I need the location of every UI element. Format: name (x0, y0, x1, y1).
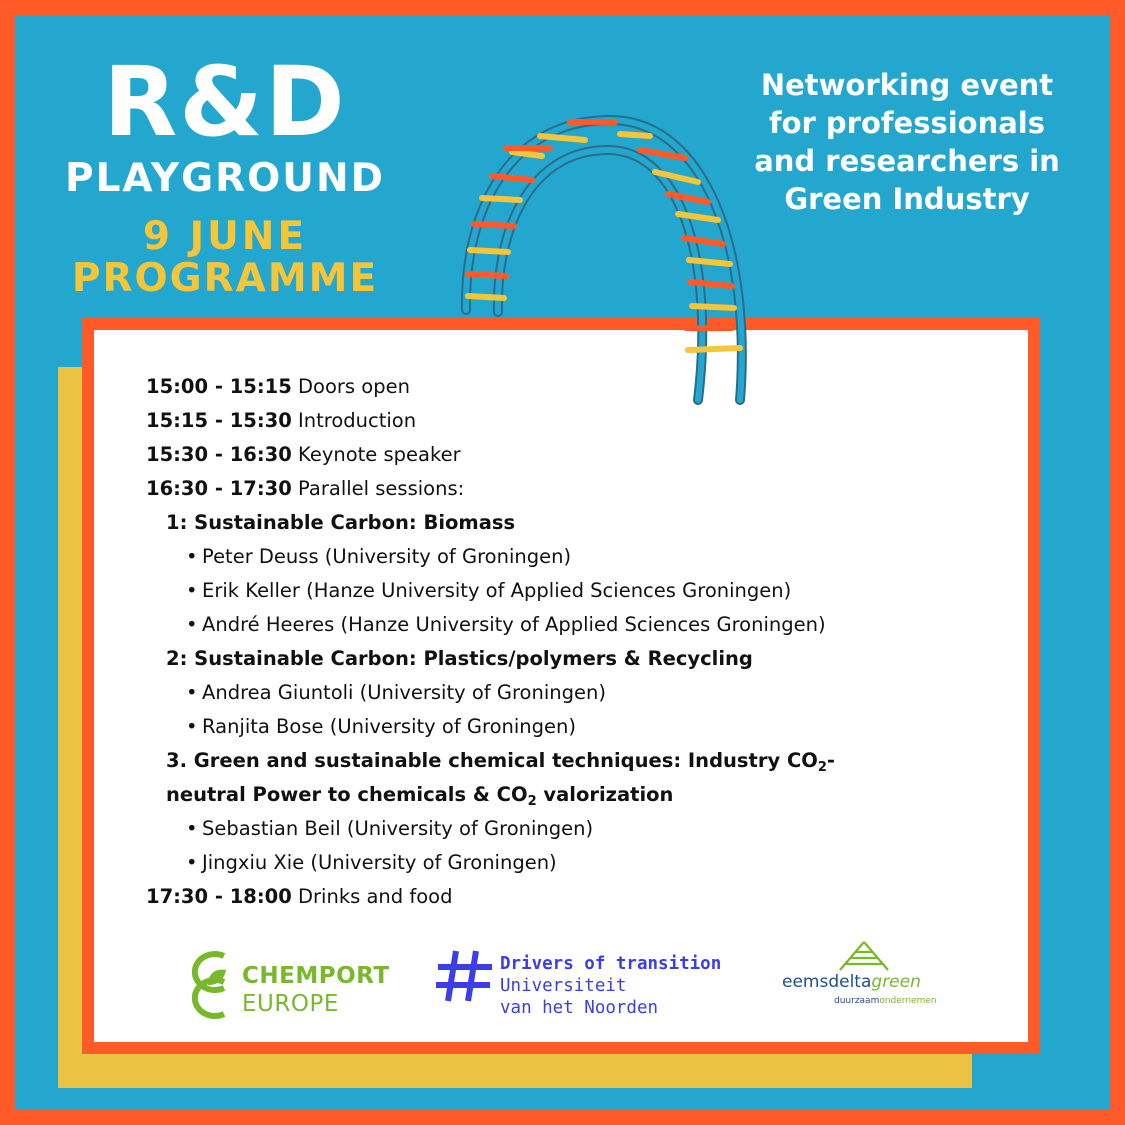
programme-card (82, 318, 1040, 1054)
schedule-label: Doors open (298, 375, 410, 398)
speaker-item (146, 540, 1016, 574)
chemport-line: EUROPE (242, 991, 339, 1017)
eemsdelta-sub-part: duurzaam (834, 996, 880, 1006)
subscript: 2 (817, 760, 827, 775)
speaker-name: Andrea Giuntoli (University of Groningen) (202, 681, 606, 704)
speaker-item (146, 710, 1016, 744)
programme-label: PROGRAMME (71, 256, 379, 301)
schedule-time: 15:30 - 16:30 (146, 443, 292, 466)
drivers-line: Universiteit (500, 976, 627, 996)
bullet: • (186, 715, 198, 738)
bullet: • (186, 681, 198, 704)
speaker-item (146, 846, 1016, 880)
speaker-item (146, 812, 1016, 846)
session-title-text: - (826, 749, 835, 772)
bullet: • (186, 851, 198, 874)
speaker-item (146, 608, 1016, 642)
hashtag-icon (434, 945, 494, 1005)
schedule-time: 15:15 - 15:30 (146, 409, 292, 432)
schedule-time: 16:30 - 17:30 (146, 477, 292, 500)
tagline-line: Networking event (760, 68, 1054, 102)
drivers-logo (434, 945, 754, 1018)
speaker-name: Erik Keller (Hanze University of Applied Sciences Groningen) (202, 579, 792, 602)
schedule-label: Drinks and food (298, 885, 453, 908)
eemsdelta-sub-part: ondernemen (879, 996, 937, 1006)
speaker-name: Peter Deuss (University of Groningen) (202, 545, 572, 568)
event-date: 9 JUNE (142, 214, 308, 259)
drivers-line: Drivers of transition (500, 954, 722, 974)
session-title: 1: Sustainable Carbon: Biomass (166, 511, 516, 534)
bullet: • (186, 579, 198, 602)
partner-logos (94, 930, 1028, 1030)
bullet: • (186, 817, 198, 840)
schedule-time: 17:30 - 18:00 (146, 885, 292, 908)
speaker-name: Sebastian Beil (University of Groningen) (202, 817, 594, 840)
tagline (742, 66, 1072, 218)
subscript: 2 (527, 794, 537, 809)
schedule-label: Parallel sessions: (298, 477, 465, 500)
session-title-text: 3. Green and sustainable chemical techniques: Industry CO (166, 749, 818, 772)
schedule-label: Introduction (298, 409, 417, 432)
speaker-item (146, 676, 1016, 710)
speaker-item (146, 574, 1016, 608)
tagline-line: for professionals (768, 106, 1045, 140)
session-title-text: neutral Power to chemicals & CO (166, 783, 528, 806)
bullet: • (186, 545, 198, 568)
arch-ladder-illustration (440, 110, 790, 410)
speaker-name: Ranjita Bose (University of Groningen) (202, 715, 576, 738)
bullet: • (186, 613, 198, 636)
title-main: R&D (103, 46, 347, 158)
session-title-line (146, 778, 1016, 812)
drivers-name (500, 953, 721, 1019)
chemport-name (242, 962, 390, 1018)
eemsdelta-logo (782, 940, 952, 1020)
tagline-line: Green Industry (784, 182, 1030, 216)
eemsdelta-name-part: eemsdelta (782, 972, 872, 992)
eemsdelta-name (782, 972, 921, 992)
schedule-item (146, 472, 1016, 506)
session-title-text: valorization (536, 783, 674, 806)
schedule-label: Keynote speaker (298, 443, 461, 466)
schedule-item (146, 438, 1016, 472)
chemport-c-icon (184, 948, 240, 1020)
tagline-line: and researchers in (754, 144, 1060, 178)
session-title: 2: Sustainable Carbon: Plastics/polymers & Recycling (166, 647, 753, 670)
session-title-line (166, 744, 1016, 778)
drivers-line: van het Noorden (500, 998, 659, 1018)
schedule-time: 15:00 - 15:15 (146, 375, 292, 398)
chemport-logo (184, 948, 394, 1018)
session-title (146, 744, 1016, 812)
speaker-name: Jingxiu Xie (University of Groningen) (202, 851, 557, 874)
programme-list (146, 370, 1016, 914)
eemsdelta-triangle-icon (834, 940, 894, 974)
programme-card-inner (94, 330, 1028, 1042)
eemsdelta-name-part: green (871, 972, 921, 992)
speaker-name: André Heeres (Hanze University of Applied Sciences Groningen) (202, 613, 826, 636)
schedule-item (146, 880, 1016, 914)
title-sub: PLAYGROUND (64, 156, 385, 201)
eemsdelta-subtitle (834, 996, 937, 1006)
chemport-line: CHEMPORT (242, 963, 390, 989)
